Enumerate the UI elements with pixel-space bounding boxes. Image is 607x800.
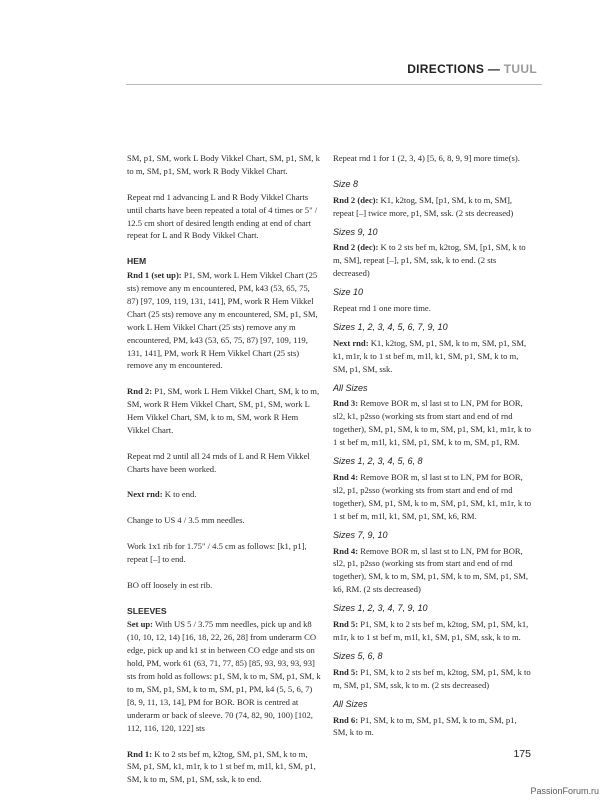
left-column xyxy=(127,152,321,799)
instruction xyxy=(333,241,533,280)
instruction-text: P1, SM, k to m, SM, p1, SM, k to m, SM, p1, SM, k to m. xyxy=(333,714,517,738)
instruction-label: Rnd 1: xyxy=(127,748,153,759)
instruction-label: Next rnd: xyxy=(127,489,163,500)
paragraph: Repeat rnd 1 for 1 (2, 3, 4) [5, 6, 8, 9, 9] more time(s). xyxy=(333,153,520,163)
paragraph: Repeat rnd 1 one more time. xyxy=(333,303,431,314)
instruction xyxy=(127,269,321,372)
instruction xyxy=(333,545,533,597)
size-heading: Sizes 1, 2, 3, 4, 5, 6, 8 xyxy=(333,456,423,467)
instruction-label: Rnd 6: xyxy=(333,714,359,725)
instruction xyxy=(333,397,533,449)
instruction-text: K to 2 sts bef m, k2tog, SM, [p1, SM, k to m, SM], repeat [–], p1, SM, ssk, k to end. (2 sts decreased) xyxy=(333,242,526,279)
watermark: PassionForum.ru xyxy=(530,786,599,796)
instruction xyxy=(333,714,533,740)
section-heading-hem: HEM xyxy=(127,256,147,267)
instruction-label: Set up: xyxy=(127,619,154,630)
instruction-text: Remove BOR m, sl last st to LN, PM for BOR, sl2, p1, p2sso (working sts from start and end of rnd together), SM, k to m, SM, p1, SM, k to m, SM, p1, SM, k6, RM. (2 sts decreased) xyxy=(333,545,529,595)
size-heading: Sizes 1, 2, 3, 4, 7, 9, 10 xyxy=(333,603,428,614)
size-heading: All Sizes xyxy=(333,382,368,393)
instruction-text: K to 2 sts bef m, k2tog, SM, p1, SM, k to m, SM, p1, SM, k1, m1r, k to 1 st bef m, m1l, k1, SM, p1, SM, k to m, SM, p1, SM, ssk, k to end. xyxy=(127,748,316,785)
instruction xyxy=(333,471,533,523)
section-heading-sleeves: SLEEVES xyxy=(127,605,167,616)
instruction-text: P1, SM, work L Hem Vikkel Chart, SM, k to m, SM, work R Hem Vikkel Chart, SM, p1, SM, work L Hem Vikkel Chart, SM, k to m, SM, work R Hem Vikkel Chart. xyxy=(127,386,320,435)
size-heading: Sizes 5, 6, 8 xyxy=(333,650,383,661)
header-pattern-name: TUUL xyxy=(503,62,537,76)
instruction xyxy=(333,666,533,692)
instruction-text: K to end. xyxy=(162,489,197,500)
instruction-label: Rnd 5: xyxy=(333,619,359,630)
instruction-text: P1, SM, k to 2 sts bef m, k2tog, SM, p1, SM, k1, m1r, k to 1 st bef m, m1l, k1, SM, p1, SM, ssk, k to m. xyxy=(333,619,529,642)
instruction-label: Rnd 4: xyxy=(333,545,359,556)
paragraph: BO off loosely in est rib. xyxy=(127,579,213,590)
instruction-text: Remove BOR m, sl last st to LN, PM for BOR, sl2, p1, p2sso (working sts from start and end of rnd together), SM, p1, SM, k to m, SM, p1, SM, k1, m1r, k to 1 st bef m, m1l, k1, SM, p1, SM, k6, RM. xyxy=(333,472,532,521)
right-column xyxy=(333,152,533,745)
instruction xyxy=(333,194,533,220)
instruction-label: Rnd 4: xyxy=(333,472,359,483)
size-heading: Sizes 7, 9, 10 xyxy=(333,529,388,540)
instruction-label: Rnd 1 (set up): xyxy=(127,270,182,281)
paragraph: Repeat rnd 1 advancing L and R Body Vikkel Charts until charts have been repeated a total of 4 times or 5" / 12.5 cm short of desired length ending at end of chart repeat for L and R Body Vikkel Chart. xyxy=(127,191,318,241)
instruction-label: Next rnd: xyxy=(333,337,369,348)
size-heading: Size 8 xyxy=(333,178,359,189)
instruction xyxy=(333,337,533,376)
instruction-label: Rnd 2: xyxy=(127,386,153,397)
instruction-text: Remove BOR m, sl last st to LN, PM for BOR, sl2, k1, p2sso (working sts from start and end of rnd together), SM, p1, SM, k to m, SM, p1, SM, k1, m1r, k to 1 st bef m, m1l, k1, SM, p1, SM, k to m, SM, p1, RM. xyxy=(333,398,532,448)
running-header xyxy=(407,62,537,76)
instruction xyxy=(333,618,533,644)
instruction xyxy=(127,488,321,501)
header-rule xyxy=(126,84,542,85)
instruction xyxy=(127,618,321,734)
size-heading: All Sizes xyxy=(333,698,368,709)
instruction-label: Rnd 2 (dec): xyxy=(333,242,379,253)
paragraph: Repeat rnd 2 until all 24 rnds of L and R Hem Vikkel Charts have been worked. xyxy=(127,450,310,474)
size-heading: Sizes 9, 10 xyxy=(333,226,378,237)
instruction-text: P1, SM, k to 2 sts bef m, k2tog, SM, p1, SM, k to m, SM, p1, SM, ssk, k to m. (2 sts decreased) xyxy=(333,666,531,690)
instruction-label: Rnd 3: xyxy=(333,398,359,409)
paragraph: Work 1x1 rib for 1.75" / 4.5 cm as follows: [k1, p1], repeat [–] to end. xyxy=(127,541,307,564)
instruction-text: P1, SM, work L Hem Vikkel Chart (25 sts) remove any m encountered, PM, k43 (53, 65, 75, 87) [97, 109, 119, 131, 141], PM, work R Hem Vikkel Chart (25 sts) remove any m encountered, SM, p1, SM, work L Hem Vikkel Chart (25 sts) remove any m encountered, PM, k43 (53, 65, 75, 87) [97, 109, 119, 131, 141], PM, work R Hem Vikkel Chart (25 sts) remove any m encountered. xyxy=(127,270,318,371)
instruction-text: With US 5 / 3.75 mm needles, pick up and k8 (10, 10, 12, 14) [16, 18, 22, 26, 28] from underarm CO edge, pick up and k1 st in between CO edge and sts on hold, PM, work 61 (63, 71, 77, 85) [85, 93, 93, 93, 93] sts from hold as follows: p1, SM, k to m, SM, p1, SM, k to m, SM, p1, SM, k to m, SM, p1, PM, k4 (5, 5, 6, 7) [8, 9, 11, 13, 14], PM for BOR. BOR is centred at underarm or back of sleeve. 70 (74, 82, 90, 100) [102, 112, 116, 120, 122] sts xyxy=(127,619,321,733)
instruction xyxy=(127,385,321,437)
header-title: DIRECTIONS xyxy=(407,62,485,76)
instruction-label: Rnd 2 (dec): xyxy=(333,194,379,205)
paragraph: Change to US 4 / 3.5 mm needles. xyxy=(127,515,245,526)
paragraph: SM, p1, SM, work L Body Vikkel Chart, SM, p1, SM, k to m, SM, p1, SM, work R Body Vikkel Chart. xyxy=(127,153,320,176)
instruction-label: Rnd 5: xyxy=(333,666,359,677)
instruction xyxy=(127,748,321,787)
instruction-text: K1, k2tog, SM, p1, SM, k to m, SM, p1, SM, k1, m1r, k to 1 st bef m, m1l, k1, SM, p1, SM, k to m, SM, p1, SM, ssk. xyxy=(333,337,527,374)
page-number: 175 xyxy=(513,748,531,760)
header-dash: — xyxy=(484,62,504,76)
instruction-text: K1, k2tog, SM, [p1, SM, k to m, SM], repeat [–] twice more, p1, SM, ssk. (2 sts decreased) xyxy=(333,194,514,218)
size-heading: Size 10 xyxy=(333,287,364,298)
size-heading: Sizes 1, 2, 3, 4, 5, 6, 7, 9, 10 xyxy=(333,321,448,332)
